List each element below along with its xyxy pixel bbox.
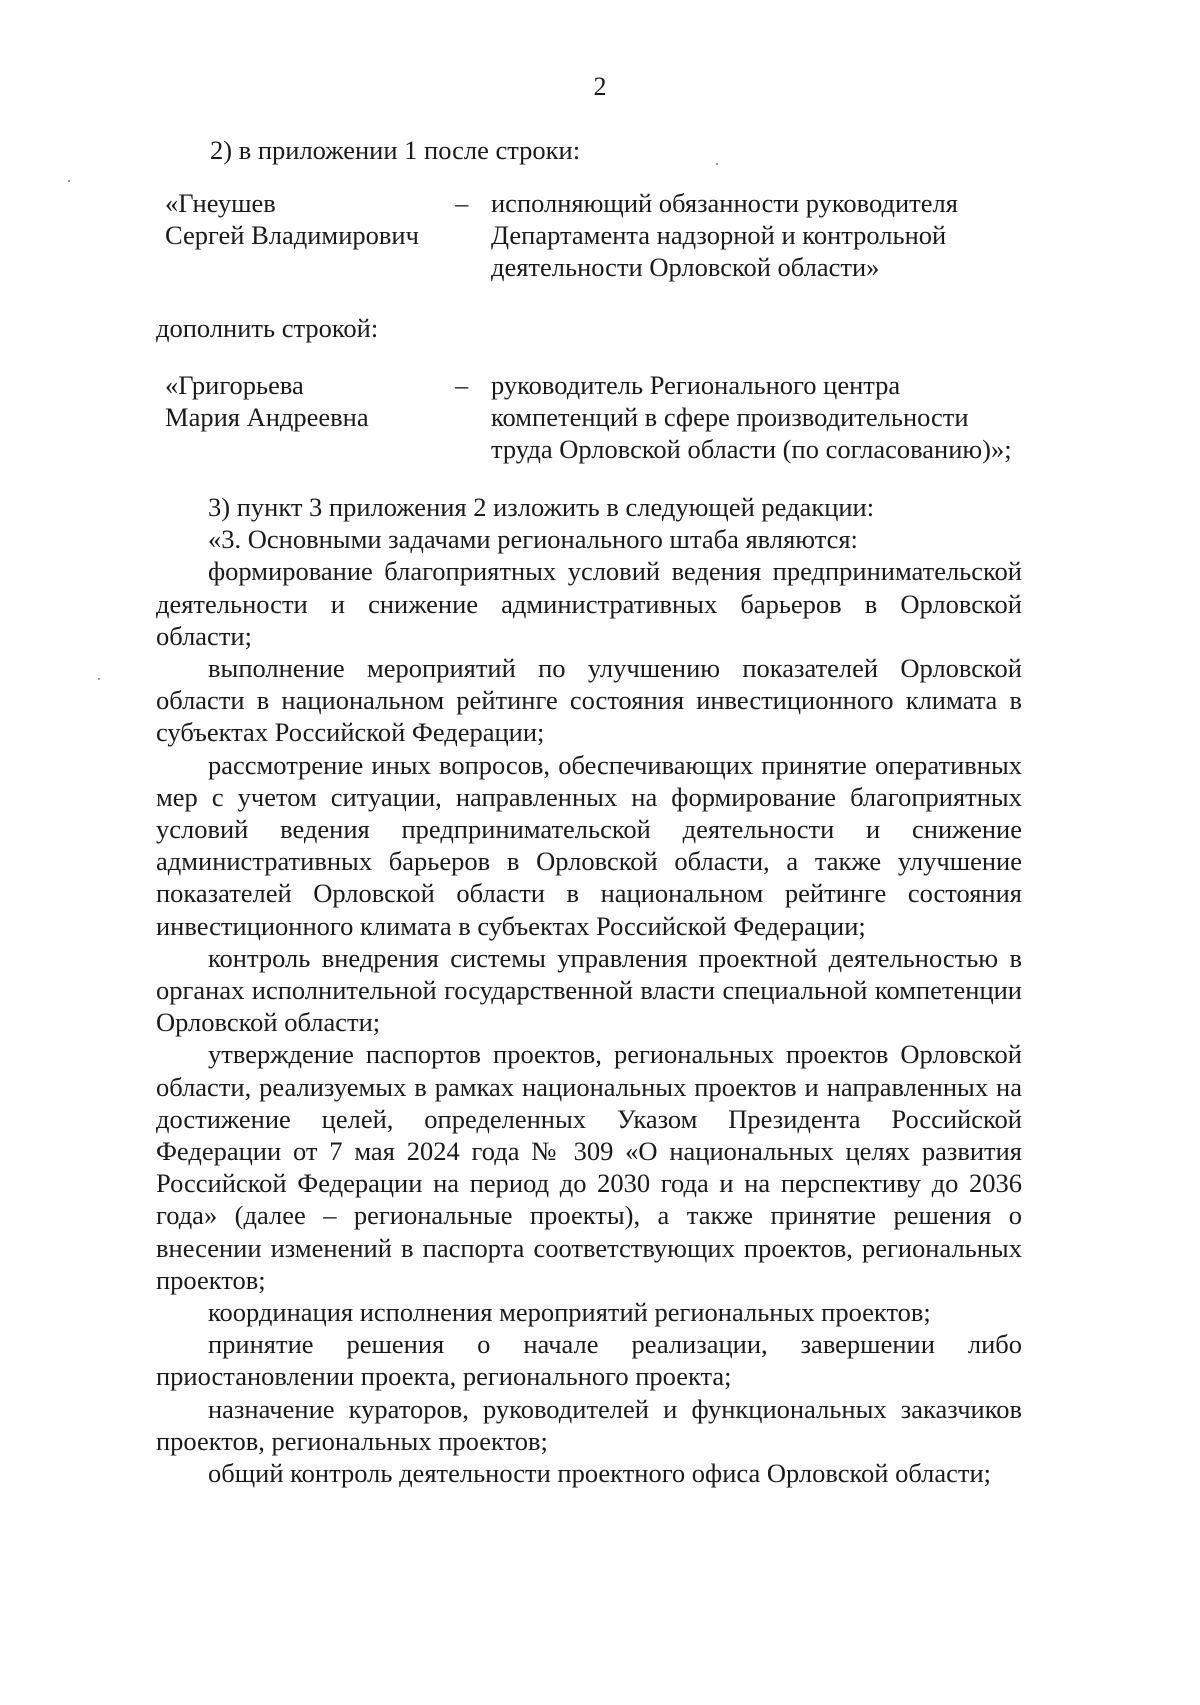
member-name [165, 187, 465, 251]
paragraph-section-3-heading: «3. Основными задачами регионального штаба являются: [208, 524, 858, 555]
member-role [491, 187, 1051, 284]
task-paragraph: координация исполнения мероприятий региональных проектов; [208, 1297, 931, 1328]
page-number: 2 [593, 72, 607, 101]
member-name [165, 369, 465, 433]
member-given-names: Сергей Владимирович [165, 220, 419, 251]
role-line: труда Орловской области (по согласованию)»; [491, 434, 1012, 465]
member-surname: «Григорьева [165, 370, 304, 400]
role-line: Департамента надзорной и контрольной [491, 220, 947, 251]
task-paragraph: общий контроль деятельности проектного офиса Орловской области; [208, 1458, 992, 1489]
task-paragraph: назначение кураторов, руководителей и функциональных заказчиков проектов, региональных проектов; [156, 1393, 1022, 1456]
dash-separator: – [455, 370, 469, 400]
task-paragraph: утверждение паспортов проектов, региональных проектов Орловской области, реализуемых в рамках национальных проектов и направленных на достижение целей, определенных Указом Президента Российской Федерации от 7 мая 2024 года № 309 «О национальных целях развития Российской Федерации на период до 2030 года и на перспективу до 2036 года» (далее – региональные проекты), а также принятие решения о внесении изменений в паспорта соответствующих проектов, региональных проектов; [156, 1039, 1022, 1295]
task-paragraph: принятие решения о начале реализации, завершении либо приостановлении проекта, регионального проекта; [156, 1329, 1022, 1392]
task-paragraph: выполнение мероприятий по улучшению показателей Орловской области в национальном рейтинге состояния инвестиционного климата в субъектах Российской Федерации; [156, 653, 1022, 748]
role-line: исполняющий обязанности руководителя [491, 188, 958, 218]
scan-speck [716, 163, 718, 165]
new-member-row [165, 369, 1125, 469]
main-body [156, 491, 1022, 1489]
task-paragraph: формирование благоприятных условий ведения предпринимательской деятельности и снижение административных барьеров в Орловской области; [156, 556, 1022, 651]
existing-member-row [165, 187, 1125, 287]
intro-paragraph: 2) в приложении 1 после строки: [210, 135, 581, 165]
member-surname: «Гнеушев [165, 188, 276, 218]
scan-speck [68, 180, 70, 182]
paragraph-item-3: 3) пункт 3 приложения 2 изложить в следующей редакции: [208, 492, 875, 522]
role-line: руководитель Регионального центра [491, 370, 901, 400]
role-line: компетенций в сфере производительности [491, 402, 969, 433]
dash-separator: – [455, 188, 469, 218]
task-paragraph: контроль внедрения системы управления проектной деятельностью в органах исполнительной государственной власти специальной компетенции Орловской области; [156, 942, 1022, 1038]
add-line-paragraph: дополнить строкой: [156, 313, 379, 343]
member-given-names: Мария Андреевна [165, 402, 369, 433]
task-paragraph: рассмотрение иных вопросов, обеспечивающих принятие оперативных мер с учетом ситуации, направленных на формирование благоприятных условий ведения предпринимательской деятельности и снижение административных барьеров в Орловской области, а также улучшение показателей Орловской области в национальном рейтинге состояния инвестиционного климата в субъектах Российской Федерации; [156, 749, 1022, 941]
scan-speck [98, 678, 100, 680]
role-line: деятельности Орловской области» [491, 252, 880, 283]
member-role [491, 369, 1051, 466]
